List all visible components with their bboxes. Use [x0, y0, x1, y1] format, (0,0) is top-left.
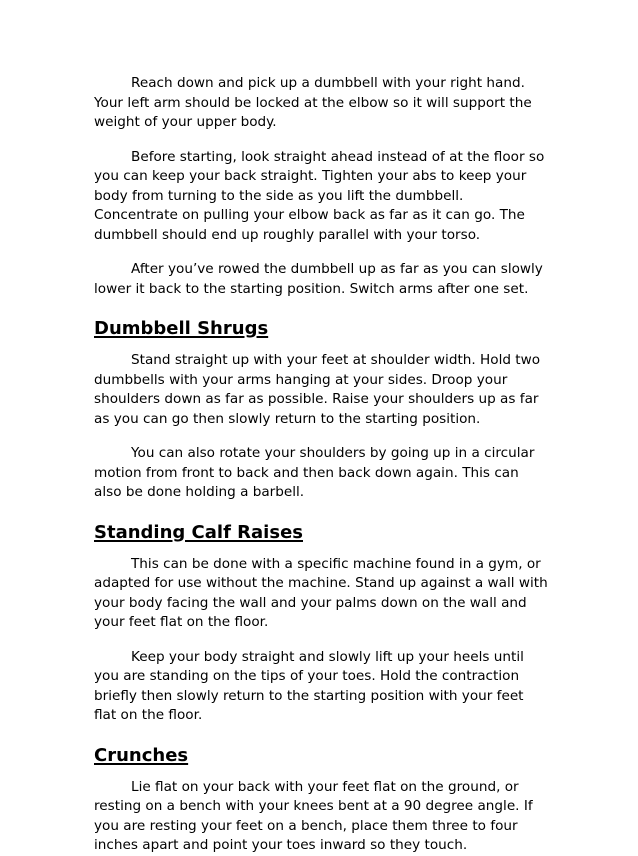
intro-paragraph-2: Before starting, look straight ahead instead of at the floor so you can keep your back straight. Tighten your abs to keep your body from turning to the side as you lift the dumbbell. Concentrate on pulling your elbow back as far as it can go. The dumbbell should end up roughly parallel with your torso.	[94, 148, 545, 243]
section-heading-dumbbell-shrugs: Dumbbell Shrugs	[94, 318, 269, 339]
intro-paragraph-1: Reach down and pick up a dumbbell with your right hand. Your left arm should be locked at the elbow so it will support the weight of your upper body.	[94, 75, 532, 130]
intro-paragraph-3: After you’ve rowed the dumbbell up as far as you can slowly lower it back to the starting position. Switch arms after one set.	[94, 261, 543, 297]
shrugs-paragraph-1: Stand straight up with your feet at shoulder width. Hold two dumbbells with your arms hanging at your sides. Droop your shoulders down as far as possible. Raise your shoulders up as far as you can go then slowly return to the starting position.	[94, 352, 541, 427]
shrugs-paragraph-2: You can also rotate your shoulders by going up in a circular motion from front to back and then back down again. This can also be done holding a barbell.	[94, 445, 535, 500]
section-heading-standing-calf-raises: Standing Calf Raises	[94, 521, 303, 543]
document-page	[94, 74, 550, 856]
calf-raises-paragraph-2: Keep your body straight and slowly lift up your heels until you are standing on the tips of your toes. Hold the contraction briefly then slowly return to the starting position with your feet flat on the floor.	[94, 648, 524, 723]
calf-raises-paragraph-1: This can be done with a specific machine found in a gym, or adapted for use without the machine. Stand up against a wall with your body facing the wall and your palms down on the wall and your feet flat on the floor.	[94, 555, 548, 630]
section-heading-crunches: Crunches	[94, 744, 189, 766]
crunches-paragraph-1: Lie flat on your back with your feet flat on the ground, or resting on a bench with your knees bent at a 90 degree angle. If you are resting your feet on a bench, place them three to four inches apart and point your toes inward so they touch.	[94, 778, 533, 853]
